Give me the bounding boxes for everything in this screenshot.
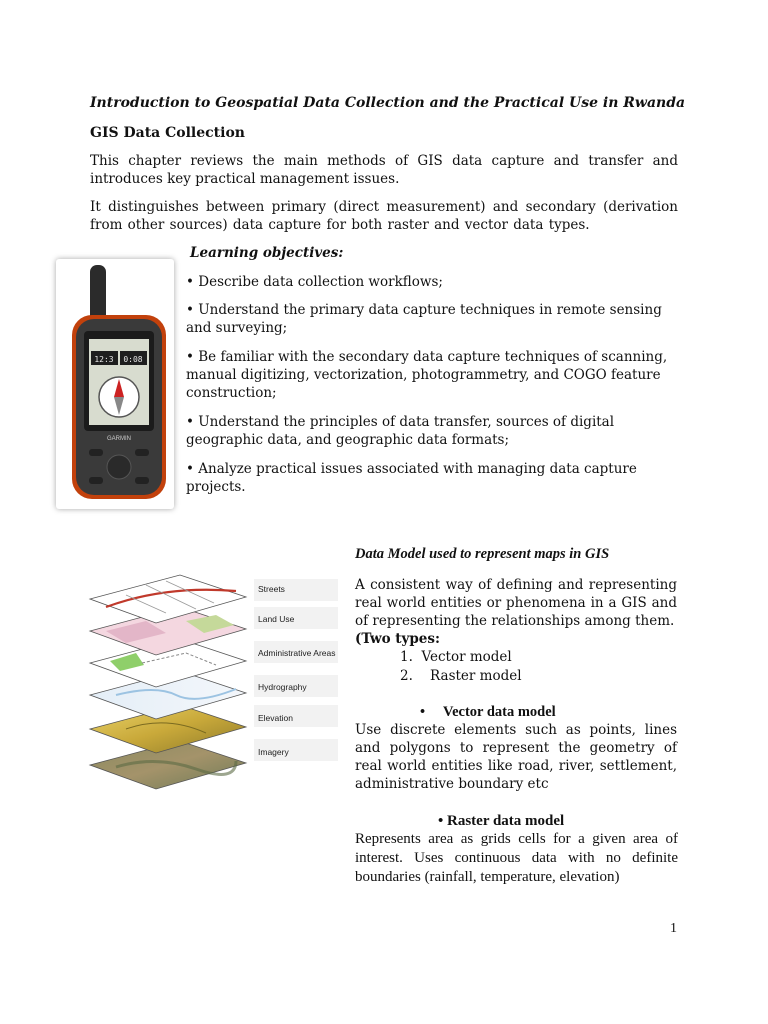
gps-screen-text-left: 12:3	[94, 355, 114, 364]
objective-item: • Understand the principles of data transfer, sources of digital geographic data, and geographic data formats;	[186, 414, 615, 448]
intro-paragraph: This chapter reviews the main methods of GIS data capture and transfer and introduces key practical management issues.	[90, 153, 678, 187]
raster-model-description: Represents area as grids cells for a given area of interest. Uses continuous data with no definite boundaries (rainfall, temperature, elevation)	[355, 831, 678, 885]
objective-item: • Be familiar with the secondary data capture techniques of scanning, manual digitizing, vectorization, photogrammetry, and COGO feature construction;	[186, 349, 668, 401]
gis-layers-illustration	[86, 555, 340, 805]
vector-model-heading: • Vector data model	[420, 704, 556, 720]
page-number: 1	[670, 921, 677, 936]
objective-item: • Describe data collection workflows;	[186, 274, 443, 290]
layer-label-hydrography: Hydrography	[258, 682, 307, 692]
data-model-description: A consistent way of defining and representing real world entities or phenomena in a GIS and of representing the relationships among them.	[355, 577, 677, 629]
gps-device-illustration	[56, 259, 174, 509]
gps-screen-text-right: 0:08	[123, 355, 143, 364]
data-model-types-intro: (Two types:	[355, 631, 440, 647]
objective-item: • Analyze practical issues associated with managing data capture projects.	[186, 461, 637, 495]
raster-model-heading: • Raster data model	[438, 813, 565, 829]
layer-label-elevation: Elevation	[258, 713, 293, 723]
layer-label-imagery: Imagery	[258, 747, 289, 757]
gps-antenna	[90, 265, 106, 323]
gps-device-image	[56, 259, 174, 509]
layer-label-administrative-areas: Administrative Areas	[258, 648, 336, 658]
data-model-type-item: 2. Raster model	[400, 668, 522, 684]
gis-layers-figure	[86, 555, 340, 805]
learning-objectives-heading: Learning objectives:	[190, 245, 344, 261]
data-model-heading: Data Model used to represent maps in GIS	[355, 546, 610, 562]
document-title: Introduction to Geospatial Data Collection and the Practical Use in Rwanda	[90, 95, 686, 111]
vector-model-description: Use discrete elements such as points, lines and polygons to represent the geometry of real world entities like road, river, settlement, administrative boundary etc	[355, 722, 677, 792]
layer-label-land-use: Land Use	[258, 614, 295, 624]
objective-item: • Understand the primary data capture techniques in remote sensing and surveying;	[186, 302, 662, 336]
layer-label-streets: Streets	[258, 584, 285, 594]
distinction-paragraph: It distinguishes between primary (direct measurement) and secondary (derivation from other sources) data capture for both raster and vector data types.	[90, 199, 678, 233]
data-model-type-item: 1. Vector model	[400, 649, 512, 665]
section-heading: GIS Data Collection	[90, 125, 245, 141]
gps-dpad	[107, 455, 131, 479]
gps-brand: GARMIN	[107, 436, 131, 442]
